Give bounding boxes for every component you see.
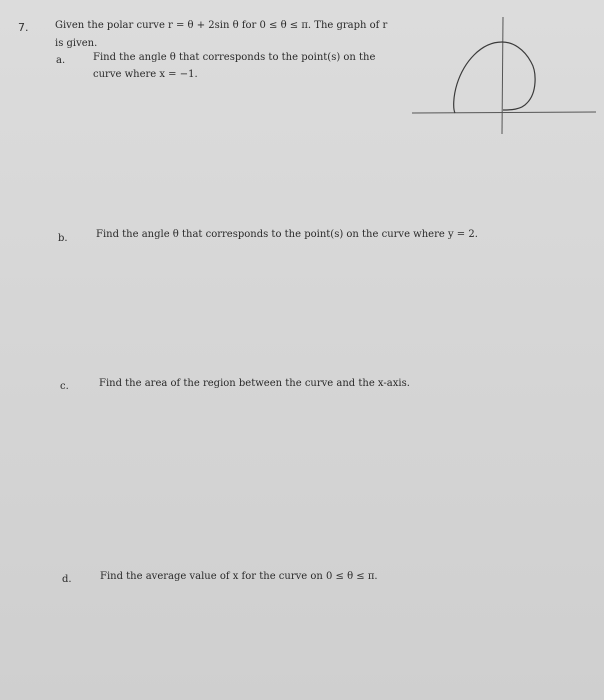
graph-x-axis (412, 112, 596, 113)
part-b-label: b. (58, 233, 68, 244)
part-a-label: a. (56, 55, 66, 66)
problem-number: 7. (18, 21, 29, 34)
part-a-text-line2: curve where x = −1. (93, 69, 198, 80)
part-d-text: Find the average value of x for the curve on 0 ≤ θ ≤ π. (100, 571, 378, 582)
part-d-label: d. (62, 574, 72, 585)
part-b-text: Find the angle θ that corresponds to the point(s) on the curve where y = 2. (96, 229, 478, 240)
part-c-label: c. (60, 381, 69, 392)
problem-intro-line1: Given the polar curve r = θ + 2sin θ for 0 ≤ θ ≤ π. The graph of r (55, 20, 388, 31)
part-c-text: Find the area of the region between the curve and the x-axis. (99, 378, 410, 389)
problem-intro-line2: is given. (55, 38, 98, 49)
graph-y-axis (502, 17, 503, 134)
polar-curve (454, 42, 535, 113)
part-a-text-line1: Find the angle θ that corresponds to the point(s) on the (93, 52, 376, 63)
